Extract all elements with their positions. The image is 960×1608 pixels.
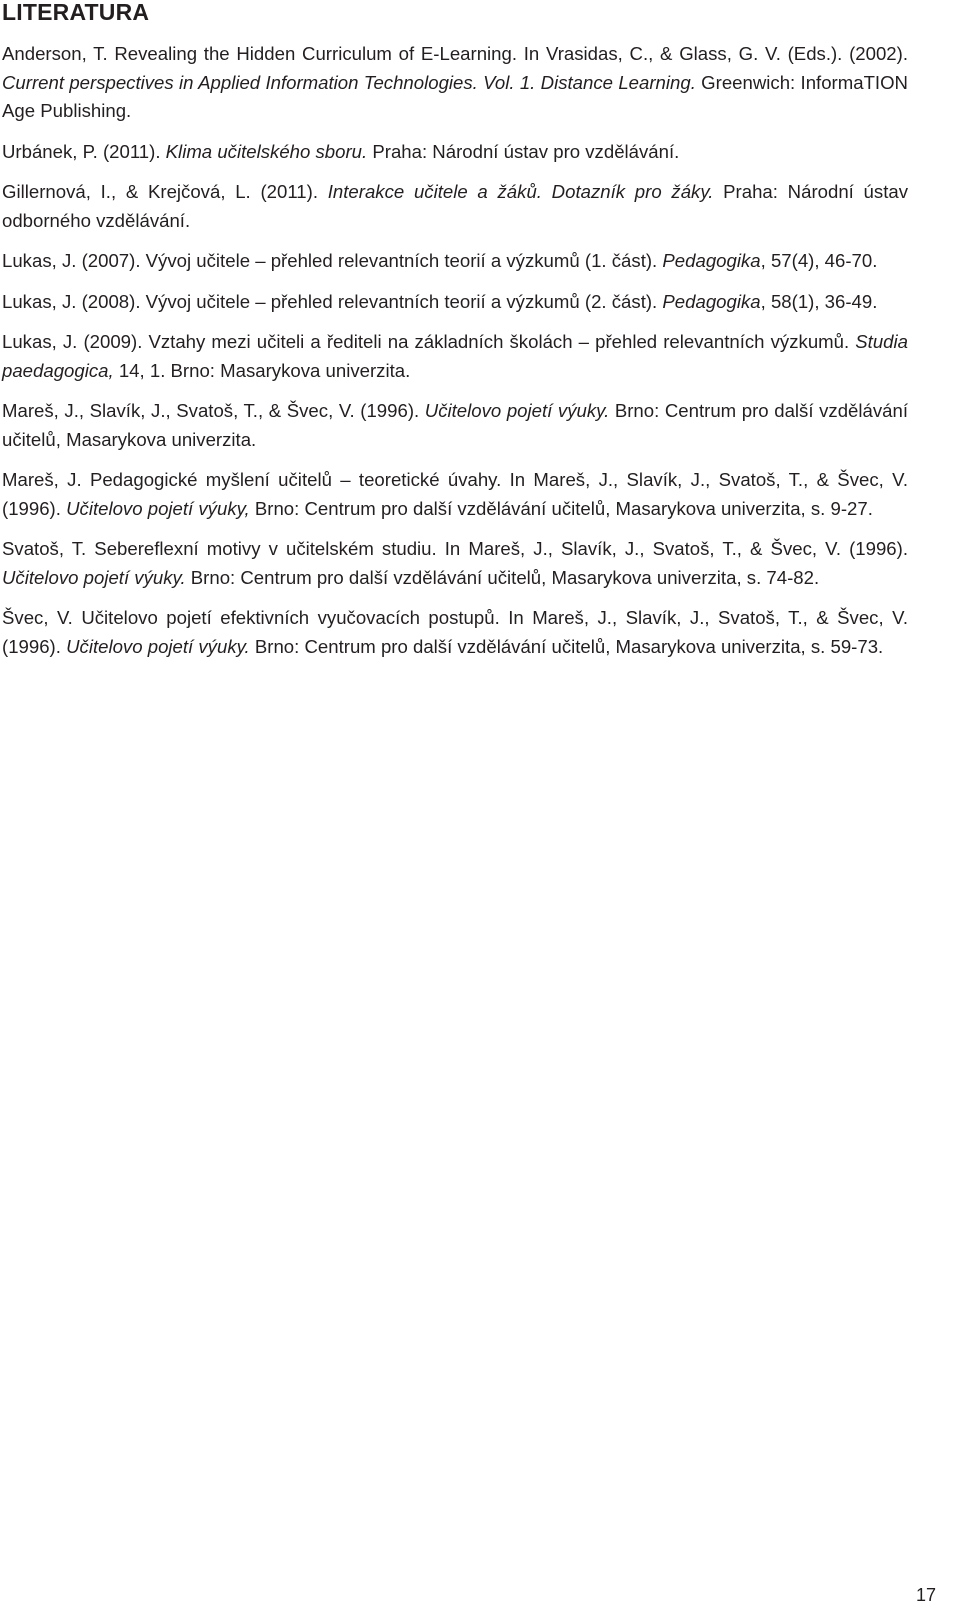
section-heading: LITERATURA [2, 0, 150, 25]
reference-text: Praha: Národní ústav pro vzdělávání. [367, 140, 680, 162]
reference-text: , 58(1), 36-49. [760, 290, 878, 312]
reference-title: Pedagogika [662, 250, 761, 271]
reference-text: Svatoš, T. Sebereflexní motivy v učitelském studiu. In Mareš, J., Slavík, J., Svatoš, T., & Švec, V. (1996). [2, 538, 908, 559]
reference-item [2, 604, 908, 661]
reference-text: Brno: Centrum pro další vzdělávání učitelů, Masarykova univerzita, s. 9-27. [249, 497, 873, 519]
reference-text: Gillernová, I., & Krejčová, L. (2011). [2, 181, 328, 202]
reference-text: Lukas, J. (2007). Vývoj učitele – přehled relevantních teorií a výzkumů (1. část). [2, 250, 663, 271]
reference-text: Urbánek, P. (2011). [2, 140, 166, 162]
reference-list [2, 40, 908, 673]
reference-text: Mareš, J., Slavík, J., Svatoš, T., & Švec, V. (1996). [2, 400, 425, 421]
reference-item [2, 466, 908, 523]
reference-item [2, 535, 908, 592]
reference-title: Pedagogika [662, 290, 761, 312]
reference-text: Greenwich: InformaTION Age Publishing. [2, 71, 908, 121]
reference-title: Učitelovo pojetí výuky, [66, 497, 250, 519]
reference-item [2, 40, 908, 126]
reference-title: Interakce učitele a žáků. Dotazník pro žáky. [327, 181, 714, 202]
reference-text: , 57(4), 46-70. [760, 250, 878, 271]
reference-text: Praha: Národní ústav odborného vzdělávání. [2, 181, 908, 231]
reference-item [2, 138, 908, 167]
reference-text: Lukas, J. (2009). Vztahy mezi učiteli a řediteli na základních školách – přehled relevantních výzkumů. [2, 331, 856, 352]
reference-item [2, 397, 908, 454]
reference-text: Lukas, J. (2008). Vývoj učitele – přehled relevantních teorií a výzkumů (2. část). [2, 290, 663, 312]
reference-text: Anderson, T. Revealing the Hidden Curriculum of E-Learning. In Vrasidas, C., & Glass, G. V. (Eds.). (2002). [2, 43, 908, 64]
page-number: 17 [915, 1585, 936, 1605]
reference-title: Studia paedagogica, [2, 331, 908, 381]
reference-item [2, 247, 908, 276]
reference-text: Mareš, J. Pedagogické myšlení učitelů – teoretické úvahy. In Mareš, J., Slavík, J., Svatoš, T., & Švec, V. (1996). [2, 469, 908, 519]
reference-item [2, 178, 908, 235]
reference-text: Brno: Centrum pro další vzdělávání učitelů, Masarykova univerzita, s. 74-82. [185, 566, 820, 588]
reference-title: Current perspectives in Applied Information Technologies. Vol. 1. Distance Learning. [2, 71, 696, 93]
reference-text: Brno: Centrum pro další vzdělávání učitelů, Masarykova univerzita. [2, 400, 908, 450]
reference-item [2, 328, 908, 385]
reference-title: Klima učitelského sboru. [165, 140, 368, 162]
reference-text: Švec, V. Učitelovo pojetí efektivních vyučovacích postupů. In Mareš, J., Slavík, J., Svatoš, T., & Švec, V. (1996). [2, 607, 908, 657]
reference-text: Brno: Centrum pro další vzdělávání učitelů, Masarykova univerzita, s. 59-73. [249, 635, 884, 657]
reference-title: Učitelovo pojetí výuky. [424, 400, 610, 421]
reference-title: Učitelovo pojetí výuky. [2, 566, 186, 588]
reference-item [2, 288, 908, 317]
reference-text: 14, 1. Brno: Masarykova univerzita. [113, 359, 411, 381]
reference-title: Učitelovo pojetí výuky. [66, 635, 250, 657]
